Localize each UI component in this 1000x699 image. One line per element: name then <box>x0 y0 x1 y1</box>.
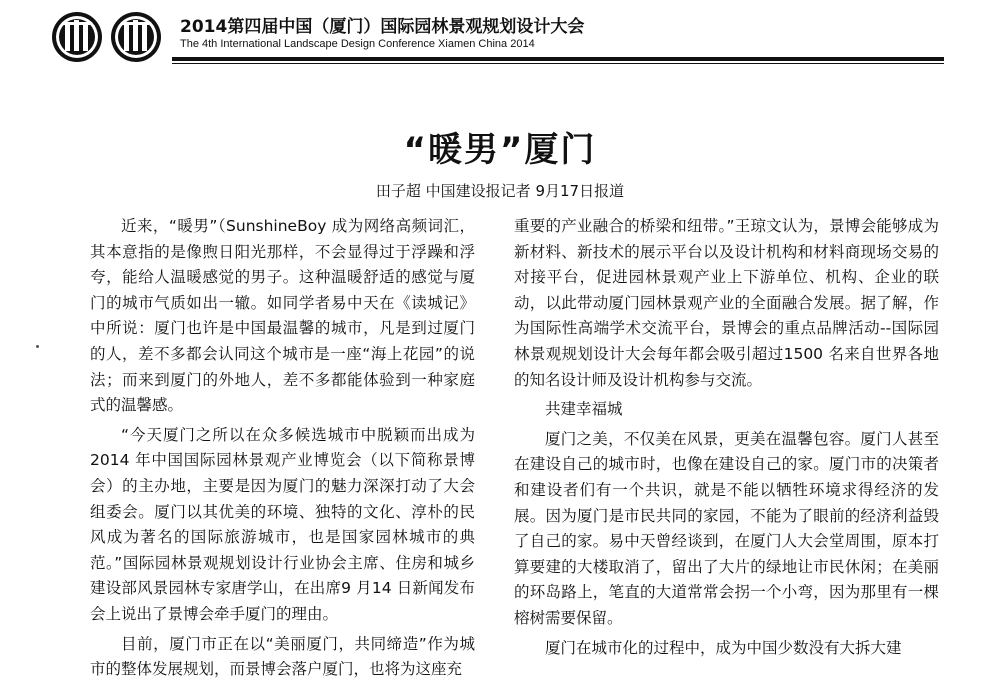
paragraph: 目前，厦门市正在以“美丽厦门，共同缔造”作为城市的整体发展规划，而景博会落户厦门，也将为这座充 <box>90 634 475 679</box>
right-column <box>514 214 939 661</box>
paragraph: 重要的产业融合的桥梁和纽带。”王琼文认为，景博会能够成为新材料、新技术的展示平台以及设计机构和材料商现场交易的对接平台，促进园林景观产业上下游单位、机构、企业的联动，以此带动厦门园林景观产业的全面融合发展。据了解，作为国际性高端学术交流平台，景博会的重点品牌活动--国际园林景观规划设计大会每年都会吸引超过1500 名来自世界各地的知名设计师及设计机构参与交流。 <box>514 217 939 389</box>
article-byline: 田子超 中国建设报记者 9月17日报道 <box>375 182 625 200</box>
paragraph: “今天厦门之所以在众多候选城市中脱颖而出成为 2014 年中国国际园林景观产业博览会（以下简称景博会）的主办地，主要是因为厦门的魅力深深打动了大会组委会。厦门以其优美的环境、独特的文化、淳朴的民风成为著名的国际旅游城市，也是国家园林城市的典范。”国际园林景观规划设计行业协会主席、住房和城乡建设部风景园林专家唐学山，在出席9 月14 日新闻发布会上说出了景博会牵手厦门的理由。 <box>90 425 475 623</box>
paragraph: 厦门在城市化的过程中，成为中国少数没有大拆大建 <box>545 638 902 657</box>
left-column <box>90 214 475 683</box>
paragraph: 厦门之美，不仅美在风景，更美在温馨包容。厦门人甚至在建设自己的城市时，也像在建设自己的家。厦门市的决策者和建设者们有一个共识，就是不能以牺牲环境求得经济的发展。因为厦门是市民共同的家园，不能为了眼前的经济利益毁了自己的家。易中天曾经谈到，在厦门人大会堂周围，原本打算要建的大楼取消了，留出了大片的绿地让市民休闲；在美丽的环岛路上，笔直的大道常常会拐一个小弯，因为那里有一棵榕树需要保留。 <box>514 429 939 627</box>
conference-title-en: The 4th International Landscape Design Conference Xiamen China 2014 <box>180 38 535 50</box>
page-header <box>0 0 1000 70</box>
conference-logo-icon <box>50 10 170 64</box>
section-heading: 共建幸福城 <box>545 400 623 419</box>
header-divider <box>172 57 944 61</box>
article-title: “暖男”厦门 <box>403 130 597 170</box>
header-divider-thin <box>172 63 944 64</box>
conference-title-cn: 2014第四届中国（厦门）国际园林景观规划设计大会 <box>180 17 585 37</box>
paragraph: 近来，“暖男”（SunshineBoy 成为网络高频词汇，其本意指的是像煦日阳光那样，不会显得过于浮躁和浮夸，能给人温暖感觉的男子。这种温暖舒适的感觉与厦门的城市气质如出一辙。如同学者易中天在《读城记》中所说：厦门也许是中国最温馨的城市，凡是到过厦门的人，差不多都会认同这个城市是一座“海上花园”的说法；而来到厦门的外地人，差不多都能体验到一种家庭式的温馨感。 <box>90 217 475 415</box>
scan-speck <box>36 345 39 348</box>
